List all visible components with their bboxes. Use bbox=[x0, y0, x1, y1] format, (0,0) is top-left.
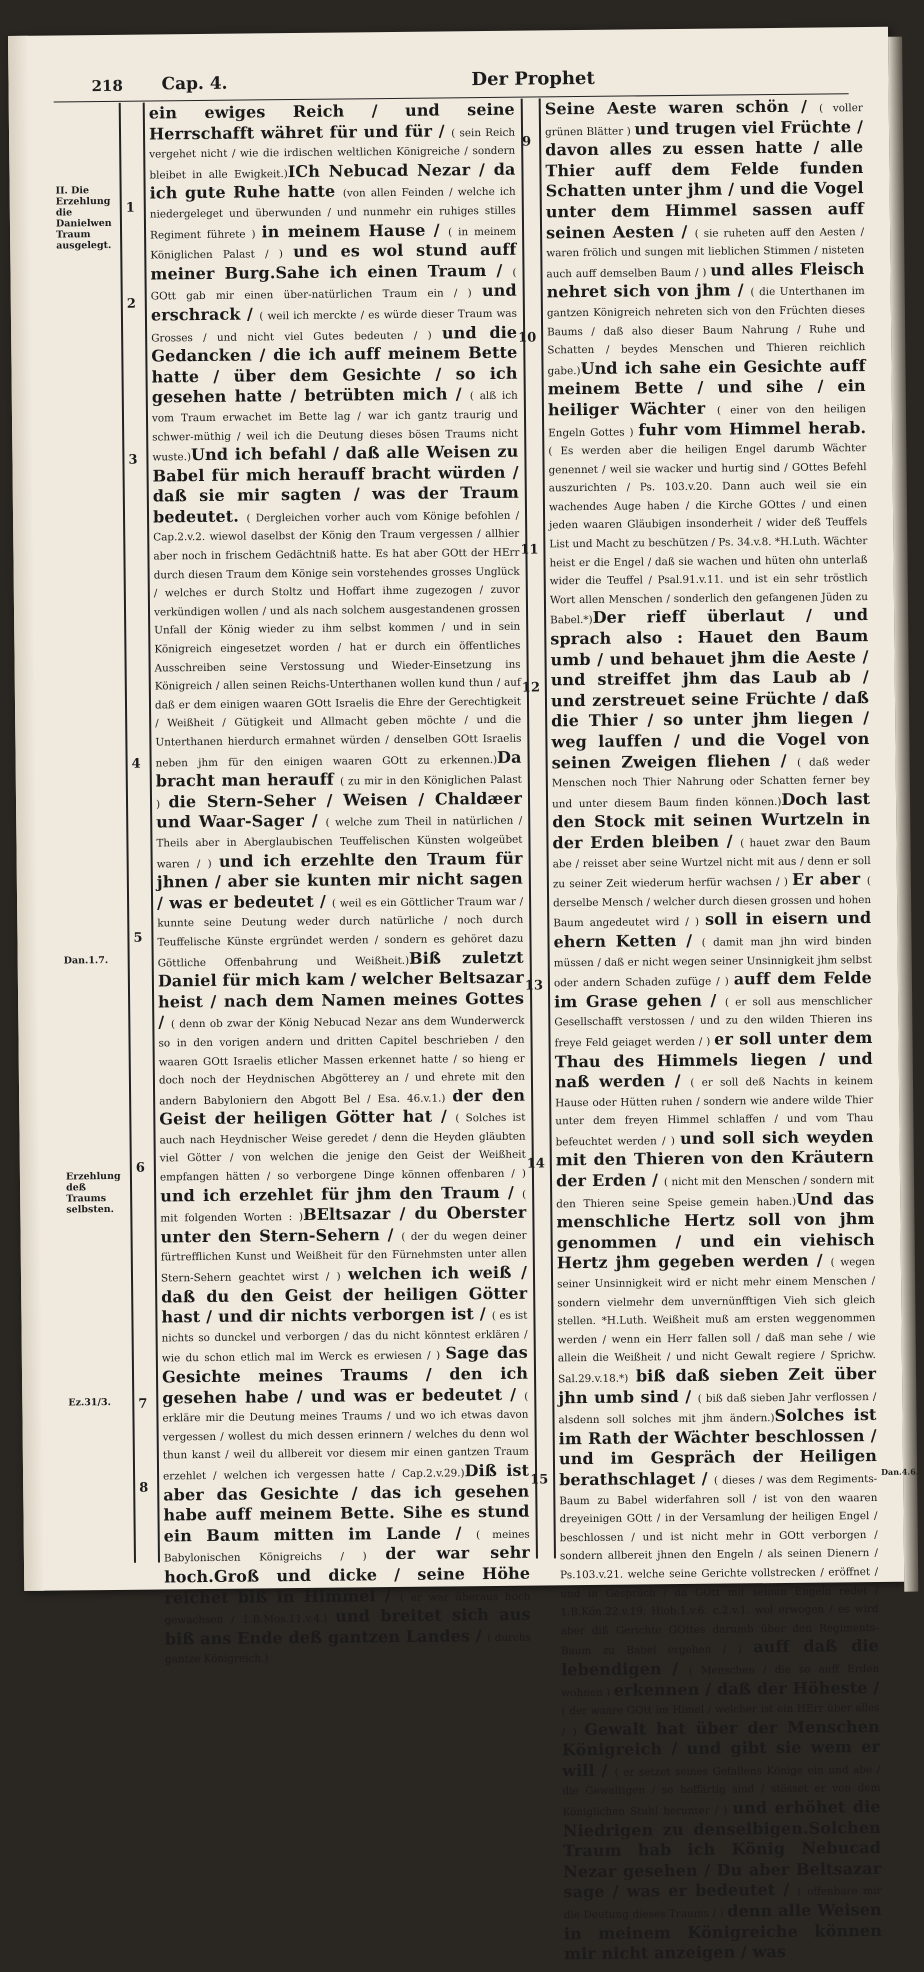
scripture-text: und ich erzehlet für jhm den Traum / bbox=[160, 1182, 523, 1206]
gloss-text: ( nicht mit den Menschen / sondern mit den Thieren seine Speise gemein haben.) bbox=[556, 1174, 875, 1210]
gloss-text: ( denn ob zwar der König Nebucad Nezar ans dem Wunderwerck so in den vorigen andern und dritten Capitel beschrieben / den waaren GOtt Israelis etlicher Massen erkennet hatte / so hieng er doch noch der Heydnischen Abgötterey an / und ehrete mit den andern Babyloniern den Abgott Bel / Esa. 46.v.1.) bbox=[158, 1014, 525, 1108]
scripture-text: Sahe ich einen Traum / bbox=[275, 260, 513, 282]
verse-number: 8 bbox=[139, 1480, 149, 1496]
scripture-text: auff dem Felde im Grase gehen / bbox=[554, 968, 872, 1012]
gloss-text: ( mit folgenden Worten : ) bbox=[160, 1188, 527, 1225]
gloss-text: ( Dergleichen vorher auch vom Könige befohlen / Cap.2.v.2. wiewol daselbst der König den Traum vergessen / allhier aber noch in frischem Gedächtniß hatte. Es hat aber GOtt der HErr durch diesen Traum dem Könige sein vorstehendes grosses Unglück / welches er durch Stoltz und Hoffart ihme zugezogen / zuvor verkündigen wollen / und als nach solchem ausgestandenen grossen Unfall der König wieder zu ihm selbst kommen / und in sein Königreich eingesetzet worden / hat er durch ein öffentliches Ausschreiben seine Verstossung und Wieder-Einsetzung ins Königreich / allen seinen Reichs-Unterthanen wollen kund thun / auf daß er dem einigen waaren GOtt Israelis die Ehre der Gerechtigkeit / Weißheit / Gütigkeit und Allmacht geben möchte / und die Unterthanen hierdurch ermahnet würden / denselben GOtt Israelis neben jhm für den einigen waaren GOtt zu erkennen.) bbox=[153, 509, 522, 770]
scripture-text: Seine Aeste waren schön / bbox=[544, 96, 820, 119]
scripture-text: denn alle Weisen in meinem Königreiche können mir nicht anzeigen / was bbox=[563, 1899, 882, 1964]
scripture-text: Groß und dicke / seine Höhe reichet biß in Himmel / bbox=[164, 1563, 531, 1607]
scripture-text: er soll unter dem Thau des Himmels liegen / und naß werden / bbox=[554, 1027, 873, 1092]
scripture-text: fuhr vom Himmel herab. bbox=[638, 417, 867, 439]
gloss-text: ( meines Babylonischen Königreichs / ) bbox=[163, 1528, 530, 1565]
gloss-text: ( die Unterthanen im gantzen Königreich nehreten sich von den Früchten dieses Baums / daß also dieser Baum Nahrung / Ruhe und Schatten / beydes Menschen und Thieren reichlich gabe.) bbox=[546, 285, 866, 378]
gloss-text: ( Es werden aber die heiligen Engel darumb Wächter genennet / weil sie wacker und hurtig sind / GOttes Befehl auszurichten / Ps. 103.v.20. Dann auch weil sie ein wachendes Auge haben / die Kirche GOttes / und einen jeden waaren Gläubigen insonderheit / wider deß Teuffels List und Macht zu beschützen / Ps. 34.v.8. *H.Luth. Wächter heist er die Engel / daß sie wachen und hüten ohn unterlaß wider die Teuffel / Psal.91.v.11. und ist ein sehr tröstlich Wort allen Menschen / sonderlich den gefangenen Jüden zu Babel.*) bbox=[548, 442, 868, 627]
gloss-text: ( er war überaus hoch gewachsen / 1.B.Mos.11.v.4.) bbox=[164, 1590, 531, 1627]
scripture-text: in meinem Hause / bbox=[261, 219, 449, 241]
verse-number: 12 bbox=[521, 680, 541, 696]
scripture-text: Er aber bbox=[792, 869, 867, 889]
scripture-text: Der rieff überlaut / und sprach also : Hauet den Baum umb / und behauet jhm die Aeste / und streiffet jhm das Laub ab / und zerstreuet seine Früchte / daß die Thier / so unter jhm liegen / weg lauffen / und die Vogel von seinen Zweigen fliehen / bbox=[550, 605, 870, 772]
verse-number: 6 bbox=[135, 1160, 145, 1176]
gloss-text: ( welche zum Theil in natürlichen / Theils aber in Aberglaubischen Teuffelischen Künsten wolgeübet waren / ) bbox=[156, 815, 523, 871]
gloss-text: ( offenbare mir die Deutung dieses Traums / ) bbox=[563, 1885, 882, 1922]
gloss-text: ( derselbe Mensch / welcher durch diesen grossen und hohen Baum angedeutet wird / ) bbox=[553, 875, 872, 930]
scripture-text: BEltsazar / du Oberster unter den Stern-Sehern / bbox=[160, 1202, 527, 1247]
verse-number: 15 bbox=[530, 1472, 549, 1488]
scripture-text: der den Geist der heiligen Götter hat / bbox=[159, 1085, 526, 1129]
gloss-text: ( Solches ist auch nach Heydnischer Weise geredet / denn die Heyden gläubten viel Götter / von welchen die jenige den Geist der Weißheit empfangen hätten / so verborgene Dinge können offenbaren / ) bbox=[159, 1111, 527, 1184]
gloss-text: ( sie ruheten auff den Aesten / waren frölich und sungen mit lieblichen Stimmen / nisteten auch auff demselben Baum / ) bbox=[546, 225, 865, 281]
gloss-text: ( hauet zwar den Baum abe / reisset aber seine Wurtzel nicht mit aus / denn er soll zu seiner Zeit wiederum herfür wachsen / ) bbox=[552, 835, 871, 891]
gloss-text: ( damit man jhn wird binden müssen / daß er nicht wegen seiner Unsinnigkeit jhm selbst oder andern Schaden zufüge / ) bbox=[553, 934, 872, 990]
page-number: 218 bbox=[91, 76, 123, 96]
gloss-text: ( durchs gantze Königreich.) bbox=[164, 1631, 531, 1666]
scripture-text: Doch last den Stock mit seinen Wurtzeln in der Erden bleiben / bbox=[552, 788, 871, 853]
gloss-text: ( Menschen / die so auff Erden wohnen ) bbox=[561, 1662, 880, 1699]
scripture-text: Da bracht man herauff bbox=[155, 747, 522, 791]
scripture-text: welchen ich weiß / daß du den Geist der heiligen Götter hast / und dir nichts verborgen ist / bbox=[161, 1262, 528, 1327]
scripture-text: Sage das Gesichte meines Traums / den ich gesehen habe / und was er bedeutet / bbox=[161, 1343, 529, 1408]
gloss-text: ( es ist nichts so dunckel und verborgen / das du nicht könntest erklären / wie du schon etlich mal im Werck es erwiesen / ) bbox=[161, 1309, 528, 1365]
verse-number: 10 bbox=[518, 330, 537, 346]
chapter-label: Cap. 4. bbox=[161, 73, 228, 95]
scripture-text: auff daß die lebendigen / bbox=[561, 1636, 880, 1680]
scripture-text: Und ich sahe ein Gesichte auff meinem Bette / und sihe / ein heiliger Wächter bbox=[547, 355, 866, 420]
verse-number: 11 bbox=[520, 542, 539, 558]
gloss-text: ( der waare GOtt im Himel / welcher ist ein HErr über alles / ) bbox=[561, 1702, 880, 1738]
margin-note-3: Erzehlung deß Traums selbsten. bbox=[65, 1170, 121, 1216]
scripture-text: erkennen / daß der Höheste / bbox=[613, 1677, 880, 1700]
gloss-text: ( in meinem Königlichen Palast / ) bbox=[150, 225, 517, 262]
scripture-text: Solches ist im Rath der Wächter beschlossen / und im Gespräch der Heiligen berathschlaget / bbox=[558, 1405, 878, 1490]
scripture-text: und erhöhet die Niedrigen zu denselbigen. bbox=[562, 1797, 881, 1840]
margin-note-1: II. Die Erzehlung die Danielwen Traum ausgelegt. bbox=[55, 185, 112, 252]
gloss-text: ( voller grünen Blätter ) bbox=[544, 102, 863, 138]
book-page bbox=[8, 27, 919, 1964]
gloss-text: ( daß weder Menschen noch Thier Nahrung oder Schatten ferner bey und unter diesem Baum finden können.) bbox=[551, 755, 870, 811]
scripture-text: und die Gedancken / die ich auff meinem Bette hatte / über dem Gesichte / so ich gesehen hatte / betrübten mich / bbox=[151, 322, 518, 407]
scripture-text: ein ewiges Reich / und seine Herrschafft währet für und für / bbox=[148, 99, 515, 144]
scripture-text: der war sehr hoch. bbox=[164, 1542, 531, 1587]
page-gutter bbox=[8, 36, 44, 1591]
running-title: Der Prophet bbox=[471, 67, 595, 91]
scripture-text: und es wol stund auff meiner Burg. bbox=[150, 239, 517, 284]
scripture-text: Gewalt hat über der Menschen Königreich / und gibt sie wem er will / bbox=[561, 1716, 881, 1781]
gloss-text: ( weil es ein Göttlicher Traum war / kunnte seine Deutung weder durch natürliche / noch durch Teuffelische Künste ergründet werden / sondern es gehöret dazu Göttliche Offenbahrung und Weißheit.) bbox=[157, 895, 524, 970]
scripture-text: Biß zuletzt Daniel für mich kam / welcher Beltsazar heist / nach dem Namen meines Gottes / bbox=[157, 947, 525, 1032]
scripture-text: Diß ist aber das Gesichte / das ich gesehen habe auff meinem Bette. Sihe es stund ein Baum mitten im Lande / bbox=[163, 1460, 530, 1546]
scripture-text: und erschrack / bbox=[150, 281, 517, 325]
verse-number: 2 bbox=[126, 296, 136, 312]
scripture-text: und breitet sich aus biß ans Ende deß gantzen Landes / bbox=[164, 1604, 531, 1649]
scripture-text: und trugen viel Früchte / davon alles zu essen hatte / alle Thier auff dem Felde funden Schatten unter jhm / und die Vogel unter dem Himmel sassen auff seinen Aesten / bbox=[545, 116, 864, 242]
margin-rule bbox=[119, 103, 136, 1563]
gloss-text: ( erkläre mir die Deutung meines Traums / und wo ich etwas davon vergessen / wollest du mich dessen erinnern / welches du denn wol thun kanst / weil du allbereit vor diesem mir einen gantzen Traum erzehlet / welchen ich vergessen hatte / Cap.2.v.29.) bbox=[162, 1390, 529, 1483]
right-margin-note: Dan.4.6. bbox=[881, 1466, 919, 1477]
verse-number: 14 bbox=[526, 1156, 546, 1172]
right-text-column bbox=[545, 97, 883, 1966]
gloss-text: ( wegen seiner Unsinnigkeit wird er nicht mehr einem Menschen / sondern vielmehr dem unvernünfftigen Vieh sich gleich stellen. *H.Luth. Weißheit muß am ersten weggenommen werden / wenn ein Herr fallen soll / daß man sehe / wie allein die Weißheit / und nicht Gewalt regiere / Sprichw. Sal.29.v.18.*) bbox=[557, 1256, 876, 1386]
scripture-text: ICh Nebucad Nezar / da ich gute Ruhe hatte bbox=[149, 159, 516, 203]
verse-number: 7 bbox=[138, 1396, 148, 1412]
verse-number: 9 bbox=[522, 134, 532, 150]
verse-number: 1 bbox=[125, 200, 135, 216]
gloss-text: ( er soll deß Nachts in keinem Hause oder Hütten ruhen / sondern wie andere wilde Thier unter dem freyen Himmel schlaffen / und vom Thau befeuchtet werden / ) bbox=[555, 1075, 874, 1149]
scripture-text: die Stern-Seher / Weisen / Chaldæer und Waar-Sager / bbox=[156, 788, 523, 832]
scripture-text: und soll sich weyden mit den Thieren von den Kräutern der Erden / bbox=[555, 1126, 874, 1191]
gloss-text: ( zu mir in den Königlichen Palast ) bbox=[155, 773, 522, 811]
scripture-text: und alles Fleisch nehret sich von jhm / bbox=[546, 258, 865, 302]
margin-note-4: Ez.31/3. bbox=[68, 1396, 111, 1409]
verse-number: 3 bbox=[128, 452, 138, 468]
scripture-text: biß daß sieben Zeit über jhn umb sind / bbox=[558, 1363, 877, 1407]
gloss-text: ( sein Reich vergehet nicht / wie die irdischen weltlichen Königreiche / sondern bleibet in alle Ewigkeit.) bbox=[149, 126, 516, 182]
gloss-text: ( er setzet seines Gefallens Könige ein und abe / die Gewaltigen / so hoffärtig sind / stösset er von dem Königlichen Stuhl herunter / ) bbox=[562, 1763, 881, 1819]
gloss-text: ( er soll aus menschlicher Gesellschafft verstossen / und zu den wilden Thieren ins freye Feld geiaget werden / ) bbox=[554, 994, 873, 1050]
gloss-text: ( der du wegen deiner fürtrefflichen Kunst und Weißheit für den Fürnehmsten unter allen Stern-Sehern geachtet wirst / ) bbox=[160, 1229, 527, 1285]
margin-note-2: Dan.1.7. bbox=[63, 955, 109, 967]
gloss-text: ( weil ich merckte / es würde dieser Traum was Grosses / und nicht viel Gutes bedeuten / ) bbox=[151, 307, 517, 345]
gloss-text: (von allen Feinden / welche ich niedergeleget und überwunden / und nunmehr ein ruhiges stilles Regiment führete ) bbox=[149, 186, 516, 242]
left-text-column bbox=[149, 101, 531, 1670]
verse-number: 4 bbox=[131, 756, 141, 772]
page-edge bbox=[888, 37, 918, 1592]
scripture-text: und ich erzehlte den Traum für jhnen / aber sie kunten mir nicht sagen / was er bedeutet / bbox=[156, 848, 523, 913]
scripture-text: Solchen Traum hab ich König Nebucad Nezar gesehen / Du aber Beltsazar sage / was er bedeutet / bbox=[562, 1817, 882, 1902]
gloss-text: ( dieses / was dem Regiments-Baum zu Babel widerfahren soll / ist von den waaren dreyeinigen GOtt / in der Versamlung der heiligen Engel / beschlossen / und ist nicht mehr in GOtt verborgen / sondern allbereit jhnen den Engeln / als seinen Dienern / Ps.103.v.21. welche seine Gerichte vollstrecken / eröffnet / und in Gespräch / da GOtt mit seinen Engeln redet / 1.B.Kön.22.v.19. Hiob.1.v.6. c.2.v.1. wol erwogen / es wird aber diß Gerichte GOttes darumb über den Regiments-Baum zu Babel ergehen / ) bbox=[559, 1472, 879, 1658]
verse-number: 13 bbox=[524, 978, 544, 994]
gloss-text: ( biß daß sieben Jahr verflossen / alsdenn soll solches mit jhm ändern.) bbox=[558, 1390, 877, 1427]
scripture-text: soll in eisern und ehern Ketten / bbox=[553, 908, 872, 952]
gloss-text: ( GOtt gab mir einen über-natürlichen Traum ein / ) bbox=[150, 266, 517, 303]
gloss-text: ( einer von den heiligen Engeln Gottes ) bbox=[548, 402, 867, 439]
scripture-text: Und ich befahl / daß alle Weisen zu Babel für mich herauff bracht würden / daß sie mir sagten / was der Traum bedeutet. bbox=[152, 441, 519, 527]
gloss-text: ( alß ich vom Traum erwachet im Bette lag / war ich gantz traurig und schwer-müthig / weil ich die Deutung dieses bösen Traums nicht wuste.) bbox=[151, 389, 519, 464]
verse-number: 5 bbox=[133, 930, 143, 946]
scripture-text: Und das menschliche Hertz soll von jhm genommen / und ein viehisch Hertz jhm gegeben werden / bbox=[556, 1188, 875, 1273]
